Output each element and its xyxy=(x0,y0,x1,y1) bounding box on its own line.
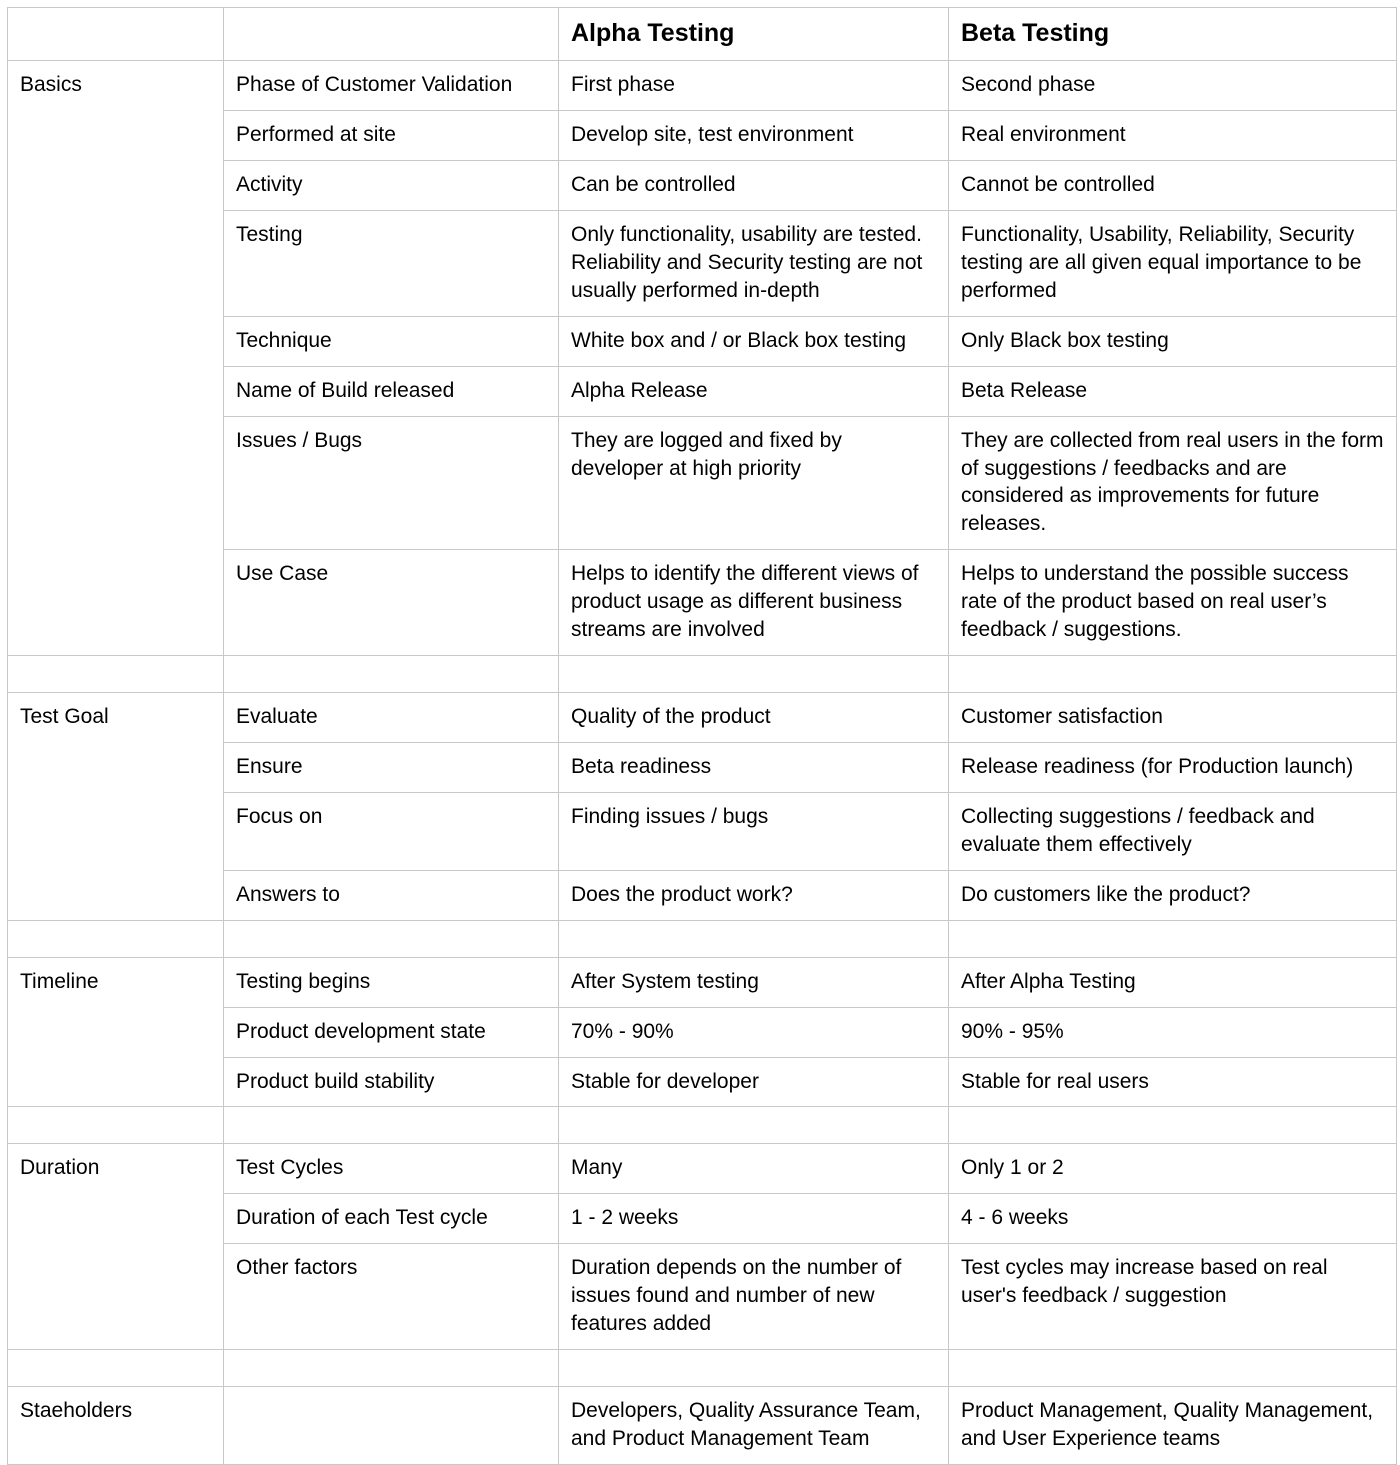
section-group-label: Basics xyxy=(8,61,224,656)
row-alpha-value: Quality of the product xyxy=(559,693,949,743)
row-aspect-label: Testing begins xyxy=(224,957,559,1007)
section-spacer-row xyxy=(8,920,1397,957)
row-beta-value: Release readiness (for Production launch) xyxy=(949,743,1397,793)
row-alpha-value: Does the product work? xyxy=(559,870,949,920)
row-aspect-label xyxy=(224,1387,559,1465)
row-beta-value: Only Black box testing xyxy=(949,316,1397,366)
row-aspect-label: Product build stability xyxy=(224,1057,559,1107)
row-aspect-label: Name of Build released xyxy=(224,366,559,416)
spacer-cell xyxy=(224,920,559,957)
comparison-table-page xyxy=(0,7,1400,1450)
row-alpha-value: Helps to identify the different views of product usage as different business streams are involved xyxy=(559,550,949,656)
row-beta-value: Product Management, Quality Management, and User Experience teams xyxy=(949,1387,1397,1465)
row-alpha-value: 70% - 90% xyxy=(559,1007,949,1057)
row-alpha-value: Beta readiness xyxy=(559,743,949,793)
row-beta-value: Real environment xyxy=(949,111,1397,161)
spacer-cell xyxy=(224,656,559,693)
section-spacer-row xyxy=(8,1107,1397,1144)
row-beta-value: Collecting suggestions / feedback and evaluate them effectively xyxy=(949,792,1397,870)
table-row xyxy=(8,1144,1397,1194)
header-alpha-testing: Alpha Testing xyxy=(559,8,949,61)
row-aspect-label: Testing xyxy=(224,211,559,317)
row-beta-value: Functionality, Usability, Reliability, Security testing are all given equal importance to be performed xyxy=(949,211,1397,317)
row-beta-value: Second phase xyxy=(949,61,1397,111)
alpha-beta-comparison-table xyxy=(7,7,1397,1465)
row-alpha-value: Develop site, test environment xyxy=(559,111,949,161)
spacer-cell xyxy=(559,656,949,693)
row-beta-value: They are collected from real users in the form of suggestions / feedbacks and are considered as improvements for future releases. xyxy=(949,416,1397,550)
row-aspect-label: Activity xyxy=(224,161,559,211)
row-beta-value: After Alpha Testing xyxy=(949,957,1397,1007)
header-group-cell xyxy=(8,8,224,61)
row-alpha-value: Developers, Quality Assurance Team, and Product Management Team xyxy=(559,1387,949,1465)
section-spacer-row xyxy=(8,656,1397,693)
row-alpha-value: They are logged and fixed by developer at high priority xyxy=(559,416,949,550)
row-aspect-label: Test Cycles xyxy=(224,1144,559,1194)
row-beta-value: Helps to understand the possible success rate of the product based on real user’s feedback / suggestions. xyxy=(949,550,1397,656)
spacer-cell xyxy=(949,1350,1397,1387)
row-beta-value: Do customers like the product? xyxy=(949,870,1397,920)
section-spacer-row xyxy=(8,1350,1397,1387)
row-beta-value: 90% - 95% xyxy=(949,1007,1397,1057)
section-group-label: Duration xyxy=(8,1144,224,1350)
spacer-cell xyxy=(559,920,949,957)
table-body xyxy=(8,8,1397,1465)
table-row xyxy=(8,957,1397,1007)
spacer-cell xyxy=(559,1107,949,1144)
header-beta-testing: Beta Testing xyxy=(949,8,1397,61)
row-aspect-label: Answers to xyxy=(224,870,559,920)
row-alpha-value: Many xyxy=(559,1144,949,1194)
row-beta-value: Beta Release xyxy=(949,366,1397,416)
spacer-cell xyxy=(8,920,224,957)
row-alpha-value: Only functionality, usability are tested. Reliability and Security testing are not usually performed in-depth xyxy=(559,211,949,317)
table-row xyxy=(8,1387,1397,1465)
row-alpha-value: Alpha Release xyxy=(559,366,949,416)
table-header-row xyxy=(8,8,1397,61)
row-aspect-label: Technique xyxy=(224,316,559,366)
row-beta-value: 4 - 6 weeks xyxy=(949,1194,1397,1244)
row-alpha-value: Stable for developer xyxy=(559,1057,949,1107)
row-aspect-label: Use Case xyxy=(224,550,559,656)
section-group-label: Staeholders xyxy=(8,1387,224,1465)
row-alpha-value: White box and / or Black box testing xyxy=(559,316,949,366)
spacer-cell xyxy=(949,920,1397,957)
section-group-label: Timeline xyxy=(8,957,224,1107)
spacer-cell xyxy=(949,656,1397,693)
row-beta-value: Only 1 or 2 xyxy=(949,1144,1397,1194)
row-alpha-value: Can be controlled xyxy=(559,161,949,211)
row-aspect-label: Focus on xyxy=(224,792,559,870)
row-aspect-label: Performed at site xyxy=(224,111,559,161)
row-alpha-value: After System testing xyxy=(559,957,949,1007)
row-aspect-label: Evaluate xyxy=(224,693,559,743)
spacer-cell xyxy=(224,1350,559,1387)
row-beta-value: Customer satisfaction xyxy=(949,693,1397,743)
spacer-cell xyxy=(949,1107,1397,1144)
row-aspect-label: Duration of each Test cycle xyxy=(224,1194,559,1244)
spacer-cell xyxy=(559,1350,949,1387)
row-aspect-label: Phase of Customer Validation xyxy=(224,61,559,111)
row-aspect-label: Product development state xyxy=(224,1007,559,1057)
spacer-cell xyxy=(8,1107,224,1144)
row-alpha-value: Finding issues / bugs xyxy=(559,792,949,870)
row-aspect-label: Ensure xyxy=(224,743,559,793)
section-group-label: Test Goal xyxy=(8,693,224,921)
row-alpha-value: 1 - 2 weeks xyxy=(559,1194,949,1244)
spacer-cell xyxy=(8,1350,224,1387)
spacer-cell xyxy=(8,656,224,693)
row-alpha-value: First phase xyxy=(559,61,949,111)
row-beta-value: Stable for real users xyxy=(949,1057,1397,1107)
row-aspect-label: Other factors xyxy=(224,1244,559,1350)
row-aspect-label: Issues / Bugs xyxy=(224,416,559,550)
spacer-cell xyxy=(224,1107,559,1144)
row-beta-value: Test cycles may increase based on real user's feedback / suggestion xyxy=(949,1244,1397,1350)
table-row xyxy=(8,693,1397,743)
table-row xyxy=(8,61,1397,111)
row-beta-value: Cannot be controlled xyxy=(949,161,1397,211)
row-alpha-value: Duration depends on the number of issues found and number of new features added xyxy=(559,1244,949,1350)
header-aspect-cell xyxy=(224,8,559,61)
